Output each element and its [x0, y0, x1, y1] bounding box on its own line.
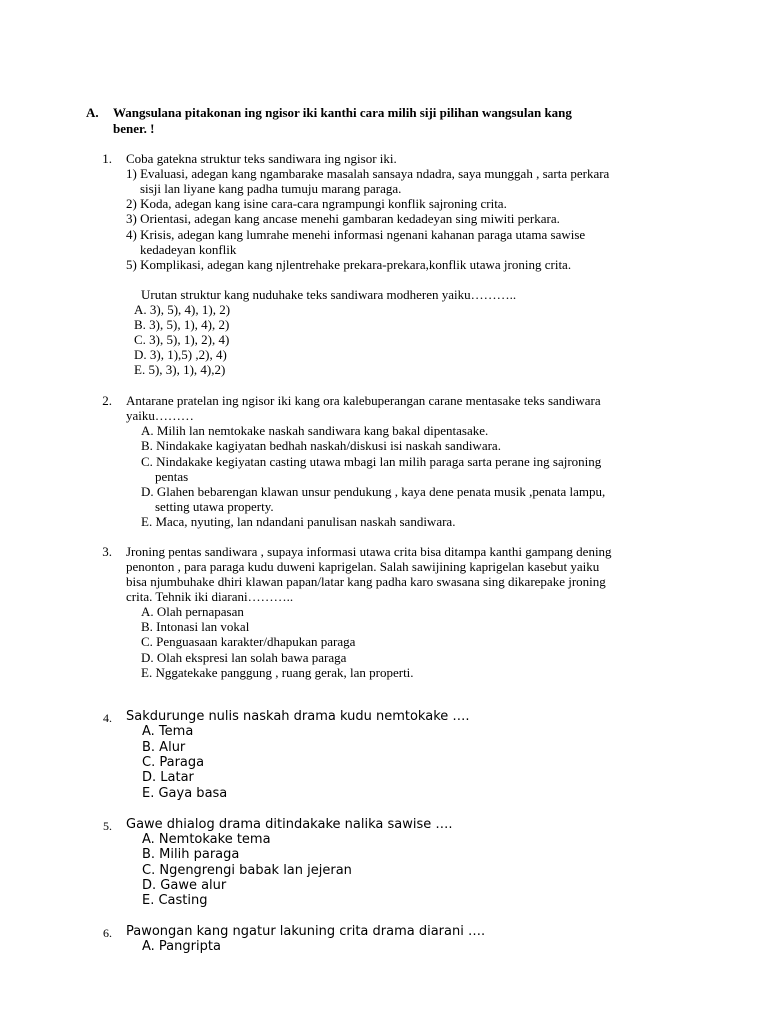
section-instruction-line1: Wangsulana pitakonan ing ngisor iki kanthi cara milih siji pilihan wangsulan kang [113, 105, 572, 120]
q2-option-d: D. Glahen bebarengan klawan unsur pendukung , kaya dene penata musik ,penata lampu, [141, 484, 606, 499]
q1-option-a: A. 3), 5), 4), 1), 2) [134, 302, 231, 317]
q1-option-b: B. 3), 5), 1), 4), 2) [134, 317, 230, 332]
question-4-stem: Sakdurunge nulis naskah drama kudu nemtokake …. [126, 709, 470, 724]
q1-option-c: C. 3), 5), 1), 2), 4) [134, 332, 230, 347]
q1-structure-item: 2) Koda, adegan kang isine cara-cara ngrampungi konflik sajroning crita. [126, 196, 507, 211]
section-letter: A. [86, 105, 99, 120]
q2-option-d-cont: setting utawa property. [155, 499, 274, 514]
q4-option-c: C. Paraga [142, 755, 205, 770]
q3-option-a: A. Olah pernapasan [141, 604, 244, 619]
q1-structure-item: 1) Evaluasi, adegan kang ngambarake masalah sansaya ndadra, saya munggah , sarta perkara [126, 166, 610, 181]
question-3-stem-line: bisa njumbuhake dhiri klawan papan/latar kang padha karo swasana sing dikarepake jroning [126, 574, 606, 589]
q1-option-e: E. 5), 3), 1), 4),2) [134, 362, 226, 377]
question-5-number: 5. [103, 819, 112, 833]
q1-structure-item: 5) Komplikasi, adegan kang njlentrehake prekara-prekara,konflik utawa jroning crita. [126, 257, 572, 272]
q2-option-e: E. Maca, nyuting, lan ndandani panulisan naskah sandiwara. [141, 514, 456, 529]
q1-option-d: D. 3), 1),5) ,2), 4) [134, 347, 227, 362]
question-3-number: 3. [102, 544, 112, 559]
question-5-stem: Gawe dhialog drama ditindakake nalika sawise …. [126, 817, 453, 832]
question-3-stem-line: penonton , para paraga kudu duweni kaprigelan. Salah sawijining kaprigelan kasebut yaiku [126, 559, 600, 574]
q5-option-b: B. Milih paraga [142, 847, 240, 862]
q1-structure-item: 4) Krisis, adegan kang lumrahe menehi informasi ngenani kahanan paraga utama sawise [126, 227, 586, 242]
q3-option-c: C. Penguasaan karakter/dhapukan paraga [141, 634, 356, 649]
q2-option-c-cont: pentas [155, 469, 189, 484]
q4-option-e: E. Gaya basa [142, 786, 228, 801]
q5-option-c: C. Ngengrengi babak lan jejeran [142, 863, 352, 878]
question-4-number: 4. [103, 711, 112, 725]
question-2-number: 2. [102, 393, 112, 408]
q4-option-a: A. Tema [142, 724, 194, 739]
question-1-prompt: Urutan struktur kang nuduhake teks sandiwara modheren yaiku……….. [141, 287, 517, 302]
q4-option-d: D. Latar [142, 770, 194, 785]
q6-option-a: A. Pangripta [142, 939, 221, 954]
q1-structure-item: sisji lan liyane kang padha tumuju marang paraga. [140, 181, 402, 196]
q4-option-b: B. Alur [142, 740, 186, 755]
q3-option-e: E. Nggatekake panggung , ruang gerak, lan properti. [141, 665, 414, 680]
question-1-stem: Coba gatekna struktur teks sandiwara ing ngisor iki. [126, 151, 397, 166]
q1-structure-item: kedadeyan konflik [140, 242, 237, 257]
q2-option-b: B. Nindakake kagiyatan bedhah naskah/diskusi isi naskah sandiwara. [141, 438, 501, 453]
q3-option-d: D. Olah ekspresi lan solah bawa paraga [141, 650, 347, 665]
question-6-stem: Pawongan kang ngatur lakuning crita drama diarani …. [126, 924, 486, 939]
question-1-number: 1. [102, 151, 112, 166]
q5-option-a: A. Nemtokake tema [142, 832, 271, 847]
q2-option-a: A. Milih lan nemtokake naskah sandiwara kang bakal dipentasake. [141, 423, 489, 438]
q2-option-c: C. Nindakake kegiyatan casting utawa mbagi lan milih paraga sarta perane ing sajroning [141, 454, 602, 469]
question-3-stem-line: crita. Tehnik iki diarani……….. [126, 589, 294, 604]
question-2-stem-line2: yaiku……… [126, 408, 194, 423]
question-2-stem-line1: Antarane pratelan ing ngisor iki kang ora kalebuperangan carane mentasake teks sandiwara [126, 393, 601, 408]
q5-option-d: D. Gawe alur [142, 878, 227, 893]
q3-option-b: B. Intonasi lan vokal [141, 619, 250, 634]
q5-option-e: E. Casting [142, 893, 208, 908]
section-instruction-line2: bener. ! [113, 121, 155, 136]
q1-structure-item: 3) Orientasi, adegan kang ancase menehi gambaran kedadeyan sing miwiti perkara. [126, 211, 560, 226]
question-6-number: 6. [103, 926, 112, 940]
question-3-stem-line: Jroning pentas sandiwara , supaya informasi utawa crita bisa ditampa kanthi gampang dening [126, 544, 612, 559]
